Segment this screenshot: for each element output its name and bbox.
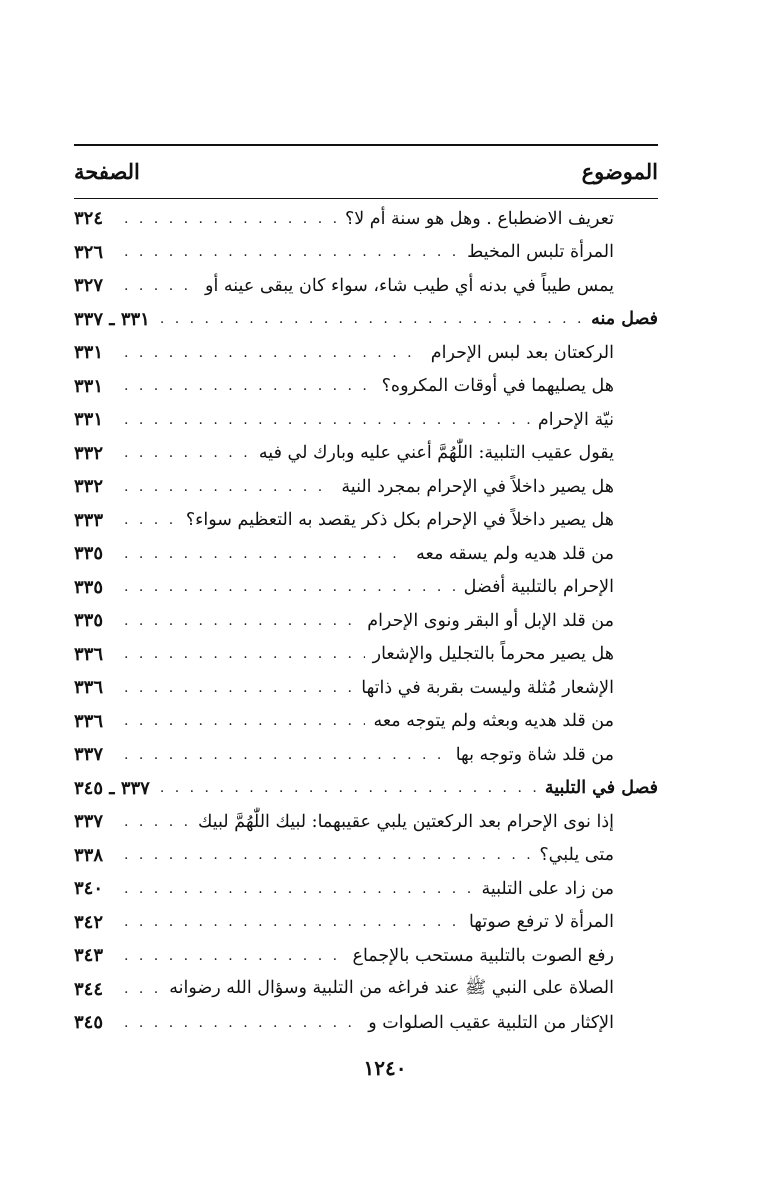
toc-entry xyxy=(74,370,614,404)
dot-leader xyxy=(124,747,448,763)
entry-page-number: ٣٣٥ xyxy=(74,543,104,565)
dot-leader xyxy=(124,814,190,830)
header-bottom-rule xyxy=(74,198,658,199)
dot-leader xyxy=(124,546,408,562)
page-column-label: الصفحة xyxy=(74,158,140,184)
entry-page-number: ٣٣٨ xyxy=(74,844,104,866)
entry-page-number: ٣٣١ xyxy=(74,409,104,431)
entry-page-number: ٣٣٦ xyxy=(74,710,104,732)
entry-page-number: ٣٣٧ xyxy=(74,811,104,833)
entry-title: المرأة تلبس المخيط xyxy=(467,242,614,263)
toc-entry xyxy=(74,839,614,873)
entry-page-number: ٣٣٧ xyxy=(74,744,104,766)
entry-title: من قلد شاة وتوجه بها xyxy=(455,744,614,765)
entry-title: تعريف الاضطباع . وهل هو سنة أم لا؟ xyxy=(344,208,614,229)
entry-title: هل يصليهما في أوقات المكروه؟ xyxy=(381,376,614,397)
toc-entry xyxy=(74,738,614,772)
entry-title: من قلد الإبل أو البقر ونوى الإحرام xyxy=(367,610,614,631)
dot-leader xyxy=(124,881,473,897)
entry-title: المرأة لا ترفع صوتها xyxy=(468,912,614,933)
entry-title: من قلد هديه وبعثه ولم يتوجه معه xyxy=(373,711,614,732)
entry-title: الركعتان بعد لبس الإحرام xyxy=(430,342,614,363)
dot-leader xyxy=(124,445,251,461)
toc-section-heading xyxy=(74,772,658,806)
dot-leader xyxy=(124,914,461,930)
entry-page-number: ٣٤٤ xyxy=(74,978,104,1000)
toc-entries xyxy=(74,202,658,1040)
entry-title: الإكثار من التلبية عقيب الصلوات و xyxy=(368,1012,614,1033)
entry-page-number: ٣٣١ xyxy=(74,375,104,397)
entry-page-number: ٣٤٥ xyxy=(74,1012,104,1034)
dot-leader xyxy=(124,211,337,227)
entry-page-number: ٣٣١ xyxy=(74,342,104,364)
entry-page-number: ٣٤٠ xyxy=(74,878,104,900)
dot-leader xyxy=(124,412,530,428)
entry-title: رفع الصوت بالتلبية مستحب بالإجماع xyxy=(352,945,614,966)
toc-entry xyxy=(74,604,614,638)
dot-leader xyxy=(124,713,365,729)
entry-title: هل يصير محرماً بالتجليل والإشعار xyxy=(372,644,614,665)
dot-leader xyxy=(124,579,456,595)
entry-title: متى يلبي؟ xyxy=(539,845,614,866)
entry-page-number: ٣٣٢ xyxy=(74,476,104,498)
entry-page-number: ٣٣٦ xyxy=(74,643,104,665)
toc-entry xyxy=(74,939,614,973)
entry-page-number: ٣٣٦ xyxy=(74,677,104,699)
toc-entry xyxy=(74,537,614,571)
entry-title: من قلد هديه ولم يسقه معه xyxy=(416,543,614,564)
dot-leader xyxy=(124,479,333,495)
entry-page-number: ٣٣٣ xyxy=(74,509,104,531)
dot-leader xyxy=(124,613,359,629)
toc-entry xyxy=(74,269,614,303)
toc-entry xyxy=(74,671,614,705)
toc-entry xyxy=(74,638,614,672)
toc-entry xyxy=(74,973,614,1007)
entry-title: هل يصير داخلاً في الإحرام بكل ذكر يقصد به التعظيم سواء؟ xyxy=(185,510,614,531)
toc-entry xyxy=(74,403,614,437)
toc-entry xyxy=(74,336,614,370)
dot-leader xyxy=(124,680,353,696)
entry-page-number: ٣٣٧ ـ ٣٤٥ xyxy=(74,777,150,799)
dot-leader xyxy=(124,512,178,528)
dot-leader xyxy=(160,311,583,327)
entry-title: يمس طيباً في بدنه أي طيب شاء، سواء كان يبقى عينه أو xyxy=(205,275,614,296)
dot-leader xyxy=(124,345,423,361)
entry-title: نيّة الإحرام xyxy=(537,409,614,430)
entry-title: إذا نوى الإحرام بعد الركعتين يلبي عقيبهما: لبيك اللّٰهُمَّ لبيك xyxy=(198,811,614,832)
toc-entry xyxy=(74,906,614,940)
entry-title: فصل منه xyxy=(591,309,658,330)
entry-page-number: ٣٤٢ xyxy=(74,911,104,933)
entry-title: الصلاة على النبي ﷺ عند فراغه من التلبية وسؤال الله رضوانه xyxy=(169,978,614,999)
toc-section-heading xyxy=(74,303,658,337)
toc-entry xyxy=(74,705,614,739)
toc-entry xyxy=(74,571,614,605)
dot-leader xyxy=(124,244,459,260)
topic-column-label: الموضوع xyxy=(581,158,658,184)
toc-entry xyxy=(74,1006,614,1040)
entry-title: الإشعار مُثلة وليست بقربة في ذاتها xyxy=(361,677,614,698)
toc-header xyxy=(74,154,658,188)
entry-page-number: ٣٣٥ xyxy=(74,610,104,632)
toc-entry xyxy=(74,202,614,236)
entry-page-number: ٣٣١ ـ ٣٣٧ xyxy=(74,308,150,330)
toc-entry xyxy=(74,805,614,839)
page-folio: ١٢٤٠ xyxy=(363,1056,407,1080)
toc-entry xyxy=(74,470,614,504)
toc-entry xyxy=(74,504,614,538)
entry-title: فصل في التلبية xyxy=(544,778,658,799)
dot-leader xyxy=(124,948,345,964)
entry-page-number: ٣٣٢ xyxy=(74,442,104,464)
dot-leader xyxy=(124,981,161,997)
dot-leader xyxy=(124,1015,360,1031)
entry-page-number: ٣٢٦ xyxy=(74,241,104,263)
entry-page-number: ٣٢٤ xyxy=(74,208,104,230)
entry-page-number: ٣٢٧ xyxy=(74,275,104,297)
dot-leader xyxy=(124,646,365,662)
toc-entry xyxy=(74,872,614,906)
dot-leader xyxy=(124,378,374,394)
dot-leader xyxy=(124,278,197,294)
entry-title: الإحرام بالتلبية أفضل xyxy=(463,577,614,598)
dot-leader xyxy=(160,780,537,796)
header-top-rule xyxy=(74,144,658,146)
entry-title: من زاد على التلبية xyxy=(481,878,614,899)
entry-title: يقول عقيب التلبية: اللّٰهُمَّ أعني عليه وبارك لي فيه xyxy=(258,443,614,464)
entry-page-number: ٣٣٥ xyxy=(74,576,104,598)
toc-entry xyxy=(74,437,614,471)
dot-leader xyxy=(124,847,531,863)
entry-page-number: ٣٤٣ xyxy=(74,945,104,967)
entry-title: هل يصير داخلاً في الإحرام بمجرد النية xyxy=(341,476,614,497)
toc-entry xyxy=(74,236,614,270)
